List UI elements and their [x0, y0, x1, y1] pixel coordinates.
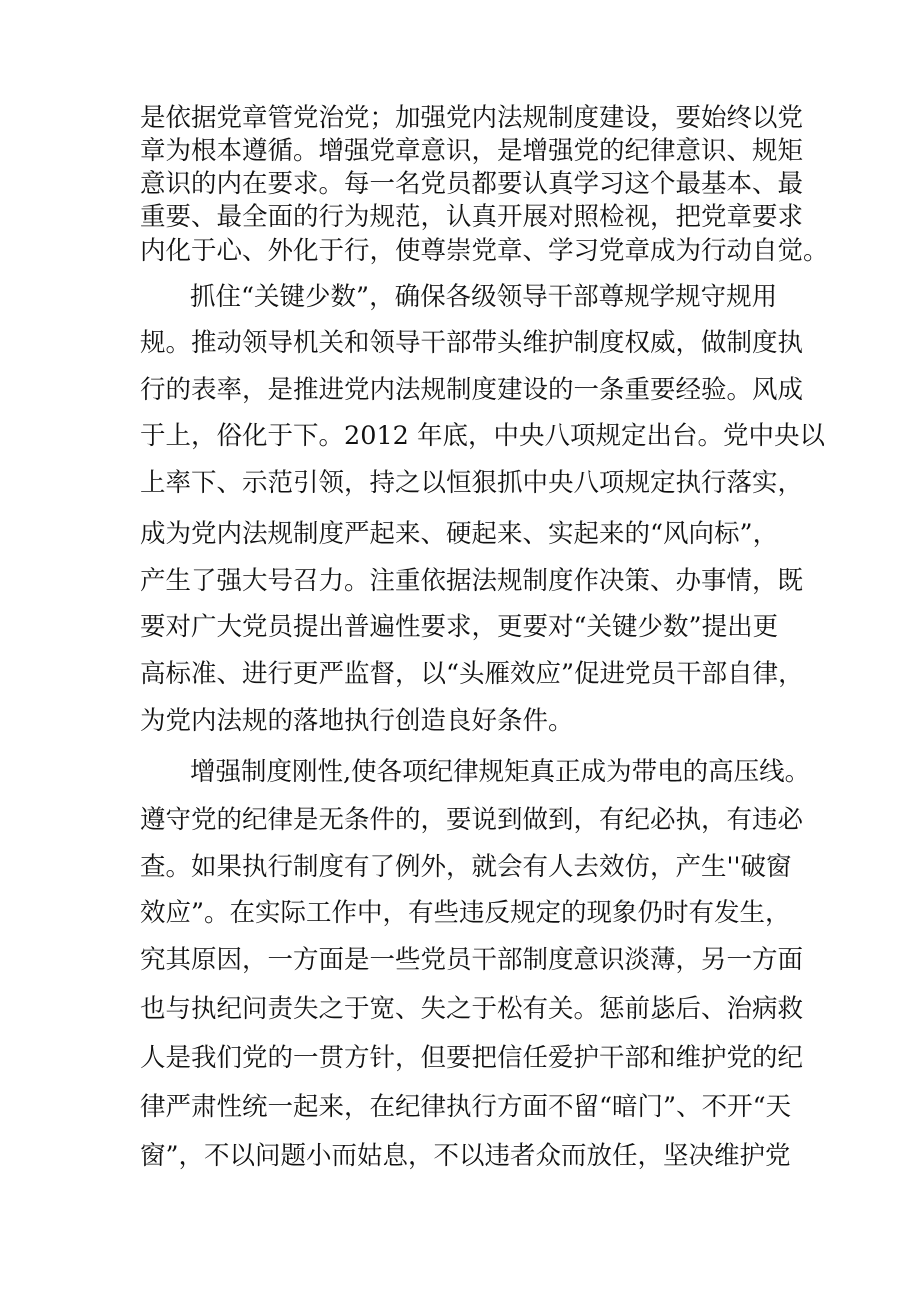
paragraph-1-line-5: 内化于心、外化于行，使尊崇党章、学习党章成为行动自觉。	[140, 236, 829, 266]
paragraph-2-line-10: 为党内法规的落地执行创造良好条件。	[140, 706, 574, 736]
paragraph-3-line-4: 效应”。在实际工作中，有些违反规定的现象仍时有发生，	[140, 898, 791, 928]
paragraph-2-line-1: 抓住“关键少数”，确保各级领导干部尊规学规守规用	[190, 282, 778, 312]
paragraph-2-line-8: 要对广大党员提出普遍性要求，更要对“关键少数”提出更	[140, 612, 779, 642]
paragraph-3-line-6: 也与执纪问责失之于宽、失之于松有关。惩前毖后、治病救	[140, 994, 804, 1024]
paragraph-3-line-1: 增强制度刚性,使各项纪律规矩真正成为带电的高压线。	[190, 757, 811, 787]
paragraph-3-line-2: 遵守党的纪律是无条件的，要说到做到，有纪必执，有违必	[140, 805, 804, 835]
paragraph-3-line-5: 究其原因，一方面是一些党员干部制度意识淡薄，另一方面	[140, 945, 804, 975]
paragraph-3-line-7: 人是我们党的一贯方针，但要把信任爱护干部和维护党的纪	[140, 1043, 804, 1073]
paragraph-3-line-3: 查。如果执行制度有了例外，就会有人去效仿，产生''破窗	[140, 852, 792, 882]
paragraph-2-line-3: 行的表率，是推进党内法规制度建设的一条重要经验。风成	[140, 375, 804, 405]
paragraph-2-line-7: 产生了强大号召力。注重依据法规制度作决策、办事情，既	[140, 566, 804, 596]
paragraph-2-line-5: 上率下、示范引领，持之以恒狠抓中央八项规定执行落实，	[140, 468, 804, 498]
paragraph-1-line-4: 重要、最全面的行为规范，认真开展对照检视，把党章要求	[140, 202, 804, 232]
paragraph-2-line-9: 高标准、进行更严监督，以“头雁效应”促进党员干部自律，	[140, 659, 804, 689]
paragraph-1-line-1: 是依据党章管党治党；加强党内法规制度建设，要始终以党	[140, 103, 804, 133]
paragraph-1-line-3: 意识的内在要求。每一名党员都要认真学习这个最基本、最	[140, 169, 804, 199]
paragraph-2-line-2: 规。推动领导机关和领导干部带头维护制度权威，做制度执	[140, 328, 804, 358]
paragraph-3-line-9: 窗”，不以问题小而姑息，不以违者众而放任，坚决维护党	[140, 1141, 791, 1171]
paragraph-3-line-8: 律严肃性统一起来，在纪律执行方面不留“暗门”、不开“天	[140, 1092, 792, 1122]
paragraph-1-line-2: 章为根本遵循。增强党章意识，是增强党的纪律意识、规矩	[140, 136, 804, 166]
paragraph-2-line-4: 于上，俗化于下。2012 年底，中央八项规定出台。党中央以	[140, 421, 826, 451]
paragraph-2-line-6: 成为党内法规制度严起来、硬起来、实起来的“风向标”，	[140, 519, 779, 549]
